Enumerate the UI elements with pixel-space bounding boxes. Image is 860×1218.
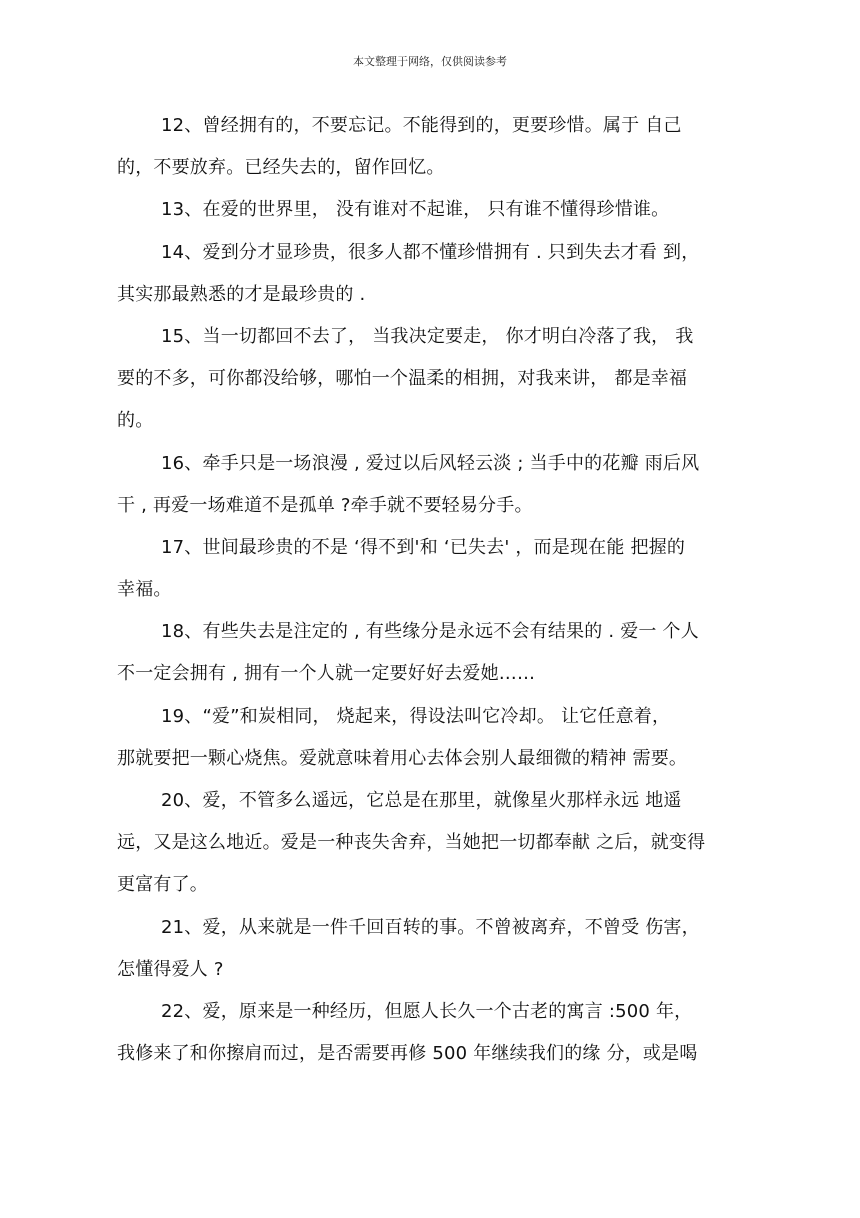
text-line: 不一定会拥有 , 拥有一个人就一定要好好去爱她…… <box>117 663 536 685</box>
text-line: 怎懂得爱人 ? <box>117 958 224 980</box>
text-line: 18、有些失去是注定的 , 有些缘分是永远不会有结果的 . 爱一 个人 <box>161 621 699 643</box>
text-line: 幸福。 <box>117 579 172 601</box>
text-line: 的，不要放弃。已经失去的，留作回忆。 <box>117 157 445 179</box>
text-line: 15、当一切都回不去了， 当我决定要走， 你才明白冷落了我， 我 <box>161 325 694 347</box>
page-header: 本文整理于网络，仅供阅读参考 <box>353 55 507 68</box>
text-line: 更富有了。 <box>117 874 208 896</box>
text-line: 的。 <box>117 410 154 432</box>
text-line: 那就要把一颗心烧焦。爱就意味着用心去体会别人最细微的精神 需要。 <box>117 747 688 769</box>
text-line: 14、爱到分才显珍贵，很多人都不懂珍惜拥有 . 只到失去才看 到， <box>161 241 700 263</box>
text-line: 干 , 再爱一场难道不是孤单 ?牵手就不要轻易分手。 <box>117 494 533 516</box>
text-line: 我修来了和你擦肩而过，是否需要再修 500 年继续我们的缘 分，或是喝 <box>117 1043 698 1065</box>
text-line: 其实那最熟悉的才是最珍贵的 . <box>117 283 366 305</box>
text-line: 20、爱，不管多么遥远，它总是在那里，就像星火那样永远 地遥 <box>161 790 682 811</box>
text-line: 12、曾经拥有的，不要忘记。不能得到的，更要珍惜。属于 自己 <box>161 115 682 136</box>
text-line: 16、牵手只是一场浪漫 , 爱过以后风轻云淡 ; 当手中的花瓣 雨后风 <box>161 452 700 474</box>
text-line: 22、爱，原来是一种经历，但愿人长久一个古老的寓言 :500 年， <box>161 1000 693 1022</box>
text-line: 13、在爱的世界里， 没有谁对不起谁， 只有谁不懂得珍惜谁。 <box>161 199 670 221</box>
text-line: 17、世间最珍贵的不是 ‘得不到'和 ‘已失去' ，而是现在能 把握的 <box>161 536 686 558</box>
document-body <box>117 105 737 1075</box>
text-line: 19、“爱”和炭相同， 烧起来，得设法叫它冷却。 让它任意着， <box>161 705 671 727</box>
text-line: 远，又是这么地近。爱是一种丧失舍弃，当她把一切都奉献 之后，就变得 <box>117 832 706 854</box>
text-line: 21、爱，从来就是一件千回百转的事。不曾被离弃，不曾受 伤害， <box>161 916 700 938</box>
text-line: 要的不多，可你都没给够，哪怕一个温柔的相拥，对我来讲， 都是幸福 <box>117 368 688 390</box>
